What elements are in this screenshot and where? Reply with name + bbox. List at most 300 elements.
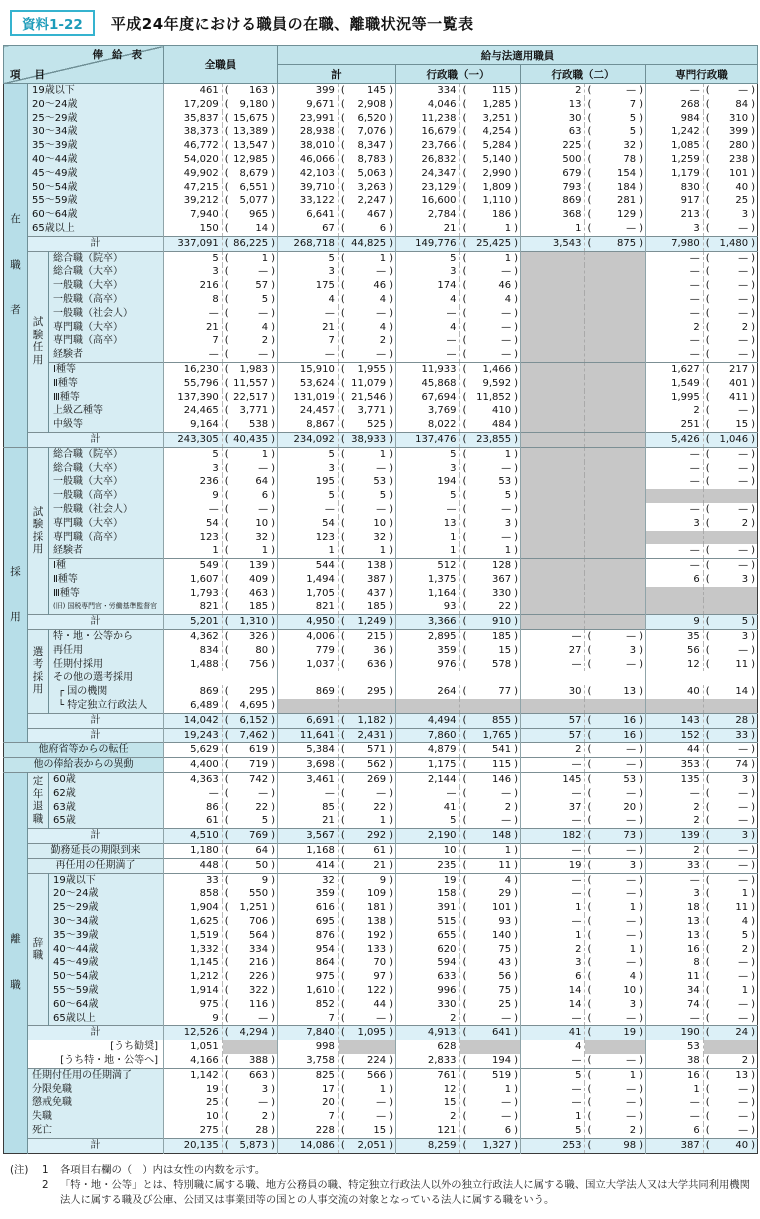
row-label: 50〜54歳 xyxy=(28,181,164,195)
data-cell: — ( — ) xyxy=(521,1012,646,1026)
data-cell: 182 ( 73 ) xyxy=(521,829,646,844)
row-label: 30〜34歳 xyxy=(28,125,164,139)
data-cell: 228 ( 15 ) xyxy=(278,1124,396,1138)
total-row xyxy=(4,829,758,844)
table-row xyxy=(4,404,758,418)
row-label: 中級等 xyxy=(49,418,164,432)
table-row xyxy=(4,801,758,815)
data-cell: 33 ( 9 ) xyxy=(164,873,278,887)
data-cell: — ( — ) xyxy=(646,503,758,517)
data-cell: 24,347 ( 2,990 ) xyxy=(396,167,521,181)
data-cell: — ( — ) xyxy=(521,915,646,929)
data-cell xyxy=(521,251,646,265)
data-cell: 44 ( — ) xyxy=(646,743,758,758)
data-cell: 954 ( 133 ) xyxy=(278,943,396,957)
data-cell: 1,488 ( 756 ) xyxy=(164,658,278,672)
data-cell: 387 ( 40 ) xyxy=(646,1138,758,1153)
table-row xyxy=(4,84,758,98)
total-row xyxy=(4,432,758,447)
data-cell: 1,332 ( 334 ) xyxy=(164,943,278,957)
row-label: 25〜29歳 xyxy=(28,112,164,126)
data-cell: 131,019 ( 21,546 ) xyxy=(278,391,396,405)
row-label: 懲戒免職 xyxy=(28,1096,164,1110)
data-cell: 821 ( 185 ) xyxy=(278,600,396,614)
data-cell: 135 ( 3 ) xyxy=(646,773,758,787)
data-cell: — ( — ) xyxy=(646,1110,758,1124)
row-label: Ⅱ種等 xyxy=(49,377,164,391)
data-cell: 830 ( 40 ) xyxy=(646,181,758,195)
data-cell: 139 ( 3 ) xyxy=(646,829,758,844)
row-label: 総合職（大卒） xyxy=(49,462,164,476)
data-cell: 633 ( 56 ) xyxy=(396,970,521,984)
note-text: 「特・地・公等」とは、特別職に属する職、地方公務員の職、特定独立行政法人以外の独立行政法人に属する職、国立大学法人又は大学共同利用機関法人に属する職及び公庫、公団又は事業団等の国との人事交流の対象となっている法人に属する職をいう。 xyxy=(60,1179,750,1207)
data-cell: 28,938 ( 7,076 ) xyxy=(278,125,396,139)
data-cell: — ( — ) xyxy=(646,787,758,801)
data-cell: — ( — ) xyxy=(396,307,521,321)
data-cell: 63 ( 5 ) xyxy=(521,125,646,139)
data-cell: 5 ( 1 ) xyxy=(521,1068,646,1082)
data-cell: 1,242 ( 399 ) xyxy=(646,125,758,139)
data-cell xyxy=(646,671,758,685)
data-cell: 39,710 ( 3,263 ) xyxy=(278,181,396,195)
data-cell: 16,679 ( 4,254 ) xyxy=(396,125,521,139)
data-cell: 174 ( 46 ) xyxy=(396,279,521,293)
row-label: 25〜29歳 xyxy=(49,901,164,915)
data-cell: 15 ( — ) xyxy=(396,1096,521,1110)
data-cell: 620 ( 75 ) xyxy=(396,943,521,957)
table-row xyxy=(4,956,758,970)
data-cell: 5 ( 2 ) xyxy=(521,1124,646,1138)
table-row xyxy=(4,265,758,279)
data-cell: 2 ( — ) xyxy=(396,1012,521,1026)
total-row xyxy=(4,713,758,728)
data-cell: 54 ( 10 ) xyxy=(278,517,396,531)
data-cell: 628 xyxy=(396,1040,521,1054)
data-cell: 3 ( — ) xyxy=(164,462,278,476)
data-cell: 917 ( 25 ) xyxy=(646,194,758,208)
data-cell: — ( — ) xyxy=(164,787,278,801)
data-cell xyxy=(646,699,758,713)
table-row xyxy=(4,559,758,573)
row-label: 分限免職 xyxy=(28,1083,164,1097)
subsection-label-text: 試 験 任 用 xyxy=(32,316,44,366)
data-cell: 368 ( 129 ) xyxy=(521,208,646,222)
table-row xyxy=(4,362,758,376)
row-label: 19歳以下 xyxy=(49,873,164,887)
row-label: 一般職（社会人） xyxy=(49,503,164,517)
data-cell: 16 ( 2 ) xyxy=(646,943,758,957)
row-label: 上級乙種等 xyxy=(49,404,164,418)
table-row xyxy=(4,307,758,321)
data-cell: 1,519 ( 564 ) xyxy=(164,929,278,943)
table-row xyxy=(4,915,758,929)
data-cell: 7 ( 2 ) xyxy=(164,334,278,348)
row-label: 経験者 xyxy=(49,544,164,558)
data-cell: 779 ( 36 ) xyxy=(278,644,396,658)
data-cell: 149,776 ( 25,425 ) xyxy=(396,236,521,251)
data-cell: 998 xyxy=(278,1040,396,1054)
data-cell: 4,494 ( 855 ) xyxy=(396,713,521,728)
data-cell: 359 ( 15 ) xyxy=(396,644,521,658)
data-cell: 5,384 ( 571 ) xyxy=(278,743,396,758)
subsection-label xyxy=(28,873,49,1026)
table-row xyxy=(4,671,758,685)
row-label: その他の選考採用 xyxy=(49,671,164,685)
subsection-label-text: 試 験 採 用 xyxy=(32,505,44,555)
data-cell: 2 ( — ) xyxy=(646,844,758,859)
data-cell: 3 ( — ) xyxy=(396,265,521,279)
data-cell: 4,400 ( 719 ) xyxy=(164,758,278,773)
row-label: 45〜49歳 xyxy=(28,167,164,181)
data-cell: 4,913 ( 641 ) xyxy=(396,1026,521,1040)
data-cell: 1,051 xyxy=(164,1040,278,1054)
section-label-text: 採 用 xyxy=(10,565,21,624)
data-cell: 13 ( 7 ) xyxy=(521,98,646,112)
data-cell: 4,950 ( 1,249 ) xyxy=(278,615,396,630)
data-cell: 19 ( 3 ) xyxy=(521,858,646,873)
row-label: 35〜39歳 xyxy=(49,929,164,943)
data-cell: 53,624 ( 11,079 ) xyxy=(278,377,396,391)
row-label: 一般職（社会人） xyxy=(49,307,164,321)
data-cell: 30 ( 13 ) xyxy=(521,685,646,699)
table-row xyxy=(4,98,758,112)
data-cell: 38,373 ( 13,389 ) xyxy=(164,125,278,139)
data-cell: 1,793 ( 463 ) xyxy=(164,587,278,601)
row-label: 45〜49歳 xyxy=(49,956,164,970)
data-cell: — ( — ) xyxy=(278,503,396,517)
data-cell: 414 ( 21 ) xyxy=(278,858,396,873)
row-label: 総合職（大卒） xyxy=(49,265,164,279)
row-label: 60歳 xyxy=(49,773,164,787)
row-label: 計 xyxy=(28,236,164,251)
data-cell: 3 ( 2 ) xyxy=(646,517,758,531)
data-cell: 1,259 ( 238 ) xyxy=(646,153,758,167)
title-bar xyxy=(10,10,757,36)
data-cell: 10 ( 1 ) xyxy=(396,844,521,859)
data-cell: 11 ( — ) xyxy=(646,970,758,984)
data-cell: 7 ( — ) xyxy=(278,1012,396,1026)
data-cell: 57 ( 16 ) xyxy=(521,728,646,743)
table-row xyxy=(4,475,758,489)
data-cell: 275 ( 28 ) xyxy=(164,1124,278,1138)
data-cell: 4 ( 4 ) xyxy=(278,293,396,307)
data-cell xyxy=(521,517,646,531)
data-cell: 158 ( 29 ) xyxy=(396,887,521,901)
subsection-label-text: 定 年 退 職 xyxy=(32,775,44,825)
data-cell: 40 ( 14 ) xyxy=(646,685,758,699)
data-cell: 26,832 ( 5,140 ) xyxy=(396,153,521,167)
corner-header xyxy=(4,46,164,84)
data-cell: 9 ( — ) xyxy=(164,1012,278,1026)
data-cell: 46,772 ( 13,547 ) xyxy=(164,139,278,153)
data-cell: 14 ( 10 ) xyxy=(521,984,646,998)
data-cell: 1,037 ( 636 ) xyxy=(278,658,396,672)
data-cell: 54,020 ( 12,985 ) xyxy=(164,153,278,167)
data-cell: 616 ( 181 ) xyxy=(278,901,396,915)
section-label xyxy=(4,773,28,1154)
data-cell: 42,103 ( 5,063 ) xyxy=(278,167,396,181)
data-cell: 19 ( 3 ) xyxy=(164,1083,278,1097)
row-label: 40〜44歳 xyxy=(28,153,164,167)
row-label: 任期付採用 xyxy=(49,658,164,672)
data-cell: 6 ( — ) xyxy=(646,1124,758,1138)
data-cell: 7,980 ( 1,480 ) xyxy=(646,236,758,251)
table-row xyxy=(4,587,758,601)
data-cell: — ( — ) xyxy=(646,447,758,461)
data-cell: 3 ( — ) xyxy=(646,222,758,236)
row-label: 総合職（院卒） xyxy=(49,251,164,265)
data-cell: 1,549 ( 401 ) xyxy=(646,377,758,391)
data-cell: 975 ( 97 ) xyxy=(278,970,396,984)
data-cell: 268 ( 84 ) xyxy=(646,98,758,112)
data-cell: 6,489 ( 4,695 ) xyxy=(164,699,278,713)
data-cell: — ( — ) xyxy=(164,348,278,362)
data-cell: — ( — ) xyxy=(396,503,521,517)
data-cell: 21 ( 1 ) xyxy=(278,814,396,828)
row-label: 任期付任用の任期満了 xyxy=(28,1068,164,1082)
data-cell xyxy=(521,600,646,614)
data-cell: 13 ( 4 ) xyxy=(646,915,758,929)
table-row xyxy=(4,873,758,887)
data-cell: 1,142 ( 663 ) xyxy=(164,1068,278,1082)
data-cell: 264 ( 77 ) xyxy=(396,685,521,699)
data-cell: 49,902 ( 8,679 ) xyxy=(164,167,278,181)
col-header-special-admin: 専門行政職 xyxy=(646,65,758,84)
row-label: 63歳 xyxy=(49,801,164,815)
data-cell: 137,476 ( 23,855 ) xyxy=(396,432,521,447)
row-label: 40〜44歳 xyxy=(49,943,164,957)
data-cell: — ( — ) xyxy=(646,475,758,489)
data-cell: — ( — ) xyxy=(646,293,758,307)
row-label: 経験者 xyxy=(49,348,164,362)
data-cell: 976 ( 578 ) xyxy=(396,658,521,672)
subsection-label xyxy=(28,630,49,714)
data-cell: 825 ( 566 ) xyxy=(278,1068,396,1082)
data-cell: 5 ( 1 ) xyxy=(278,447,396,461)
data-cell: 13 ( 3 ) xyxy=(396,517,521,531)
table-row xyxy=(4,1110,758,1124)
data-cell: 4 ( — ) xyxy=(396,321,521,335)
row-label: 専門職（大卒） xyxy=(49,517,164,531)
table-row xyxy=(4,699,758,713)
data-cell: 2 ( — ) xyxy=(521,743,646,758)
data-cell: 34 ( 1 ) xyxy=(646,984,758,998)
table-row xyxy=(4,600,758,614)
data-cell: — ( — ) xyxy=(646,462,758,476)
data-cell: 4,046 ( 1,285 ) xyxy=(396,98,521,112)
row-label: 計 xyxy=(28,1138,164,1153)
data-cell: 19 ( 4 ) xyxy=(396,873,521,887)
row-label: 65歳以上 xyxy=(49,1012,164,1026)
table-row xyxy=(4,208,758,222)
data-cell: 655 ( 140 ) xyxy=(396,929,521,943)
data-cell: 21 ( 4 ) xyxy=(164,321,278,335)
data-cell: 14,042 ( 6,152 ) xyxy=(164,713,278,728)
data-cell: 9,164 ( 538 ) xyxy=(164,418,278,432)
row-label: 一般職（大卒） xyxy=(49,279,164,293)
table-row xyxy=(4,348,758,362)
staff-status-table xyxy=(3,45,758,1154)
row-label: 55〜59歳 xyxy=(28,194,164,208)
data-cell: 13 ( 5 ) xyxy=(646,929,758,943)
data-cell: 37 ( 20 ) xyxy=(521,801,646,815)
table-row xyxy=(4,743,758,758)
data-cell: 235 ( 11 ) xyxy=(396,858,521,873)
row-label: (旧) 国税専門官・労働基準監督官 xyxy=(49,600,164,614)
data-cell: 5 ( 5 ) xyxy=(278,489,396,503)
row-label: └ 特定独立行政法人 xyxy=(49,699,164,713)
row-label: 専門職（大卒） xyxy=(49,321,164,335)
data-cell: 448 ( 50 ) xyxy=(164,858,278,873)
data-cell: 1,085 ( 280 ) xyxy=(646,139,758,153)
col-header-total: 計 xyxy=(278,65,396,84)
data-cell: 4,166 ( 388 ) xyxy=(164,1054,278,1068)
table-row xyxy=(4,1040,758,1054)
row-label: 一般職（高卒） xyxy=(49,293,164,307)
row-label: 計 xyxy=(28,728,164,743)
table-row xyxy=(4,489,758,503)
row-label: 65歳以上 xyxy=(28,222,164,236)
table-row xyxy=(4,334,758,348)
data-cell: 334 ( 115 ) xyxy=(396,84,521,98)
row-label: 計 xyxy=(28,1026,164,1040)
data-cell: 975 ( 116 ) xyxy=(164,998,278,1012)
data-cell: 549 ( 139 ) xyxy=(164,559,278,573)
table-row xyxy=(4,153,758,167)
row-label: 再任用 xyxy=(49,644,164,658)
table-row xyxy=(4,758,758,773)
data-cell: 10 ( 2 ) xyxy=(164,1110,278,1124)
data-cell: 121 ( 6 ) xyxy=(396,1124,521,1138)
data-cell: 2,833 ( 194 ) xyxy=(396,1054,521,1068)
data-cell: 330 ( 25 ) xyxy=(396,998,521,1012)
data-cell: 5 ( — ) xyxy=(396,814,521,828)
data-cell: 461 ( 163 ) xyxy=(164,84,278,98)
data-cell: 3 ( 1 ) xyxy=(646,887,758,901)
data-cell: 234,092 ( 38,933 ) xyxy=(278,432,396,447)
table-row xyxy=(4,251,758,265)
data-cell xyxy=(164,671,278,685)
data-cell: 16,230 ( 1,983 ) xyxy=(164,362,278,376)
data-cell: 2 ( — ) xyxy=(521,84,646,98)
table-row xyxy=(4,391,758,405)
section-label xyxy=(4,447,28,743)
data-cell xyxy=(521,544,646,558)
table-row xyxy=(4,279,758,293)
data-cell: — ( — ) xyxy=(646,279,758,293)
data-cell: 1,168 ( 61 ) xyxy=(278,844,396,859)
data-cell: — ( — ) xyxy=(396,787,521,801)
data-cell: 236 ( 64 ) xyxy=(164,475,278,489)
data-cell: 5 ( 5 ) xyxy=(396,489,521,503)
subsection-label xyxy=(28,773,49,829)
data-cell xyxy=(521,293,646,307)
row-label: 65歳 xyxy=(49,814,164,828)
data-cell: 391 ( 101 ) xyxy=(396,901,521,915)
row-label: 再任用の任期満了 xyxy=(28,858,164,873)
data-cell: 3,461 ( 269 ) xyxy=(278,773,396,787)
row-label: 失職 xyxy=(28,1110,164,1124)
data-cell xyxy=(521,265,646,279)
subsection-label-text: 辞 職 xyxy=(32,936,44,961)
row-label: 19歳以下 xyxy=(28,84,164,98)
data-cell xyxy=(396,699,521,713)
data-cell: 512 ( 128 ) xyxy=(396,559,521,573)
data-cell: 4 ( 4 ) xyxy=(396,293,521,307)
subsection-label xyxy=(28,447,49,615)
table-row xyxy=(4,503,758,517)
row-label: 計 xyxy=(28,829,164,844)
data-cell: — ( — ) xyxy=(646,1096,758,1110)
data-cell: 19,243 ( 7,462 ) xyxy=(164,728,278,743)
data-cell: 3 ( — ) xyxy=(164,265,278,279)
subsection-label xyxy=(28,251,49,432)
document-number-badge: 資料1-22 xyxy=(10,10,95,36)
data-cell: 1,625 ( 706 ) xyxy=(164,915,278,929)
data-cell: 17 ( 1 ) xyxy=(278,1083,396,1097)
row-label: 35〜39歳 xyxy=(28,139,164,153)
data-cell: 5,629 ( 619 ) xyxy=(164,743,278,758)
data-cell xyxy=(521,348,646,362)
data-cell: 32 ( 9 ) xyxy=(278,873,396,887)
table-row xyxy=(4,544,758,558)
data-cell: — ( — ) xyxy=(646,348,758,362)
table-row xyxy=(4,1054,758,1068)
data-cell: 1 ( 1 ) xyxy=(164,544,278,558)
data-cell: — ( — ) xyxy=(396,334,521,348)
data-cell: — ( — ) xyxy=(521,758,646,773)
corner-label-item: 項目 xyxy=(10,69,59,81)
data-cell: 251 ( 15 ) xyxy=(646,418,758,432)
data-cell: 3 ( — ) xyxy=(278,462,396,476)
data-cell: 359 ( 109 ) xyxy=(278,887,396,901)
data-cell xyxy=(646,489,758,503)
table-row xyxy=(4,462,758,476)
row-label: 20〜24歳 xyxy=(28,98,164,112)
data-cell: 14 ( 3 ) xyxy=(521,998,646,1012)
data-cell: — ( — ) xyxy=(521,658,646,672)
table-row xyxy=(4,194,758,208)
data-cell: 46,066 ( 8,783 ) xyxy=(278,153,396,167)
data-cell: 5 ( 1 ) xyxy=(164,251,278,265)
data-cell: 353 ( 74 ) xyxy=(646,758,758,773)
data-cell: 4,510 ( 769 ) xyxy=(164,829,278,844)
row-label: ┌ 国の機関 xyxy=(49,685,164,699)
table-row xyxy=(4,929,758,943)
footnote-1 xyxy=(10,1163,751,1178)
data-cell: 8,022 ( 484 ) xyxy=(396,418,521,432)
data-cell xyxy=(521,404,646,418)
data-cell xyxy=(521,615,646,630)
data-cell: 1,995 ( 411 ) xyxy=(646,391,758,405)
table-row xyxy=(4,984,758,998)
data-cell xyxy=(521,432,646,447)
data-cell: — ( — ) xyxy=(164,307,278,321)
col-header-admin-2: 行政職（二） xyxy=(521,65,646,84)
data-cell: 11,933 ( 1,466 ) xyxy=(396,362,521,376)
table-row xyxy=(4,167,758,181)
row-label: 55〜59歳 xyxy=(49,984,164,998)
data-cell: 21 ( 1 ) xyxy=(396,222,521,236)
data-cell: 5 ( 1 ) xyxy=(164,447,278,461)
data-cell: 27 ( 3 ) xyxy=(521,644,646,658)
data-cell: 834 ( 80 ) xyxy=(164,644,278,658)
table-row xyxy=(4,447,758,461)
row-label: 計 xyxy=(28,713,164,728)
table-row xyxy=(4,517,758,531)
table-row xyxy=(4,685,758,699)
data-cell: 225 ( 32 ) xyxy=(521,139,646,153)
